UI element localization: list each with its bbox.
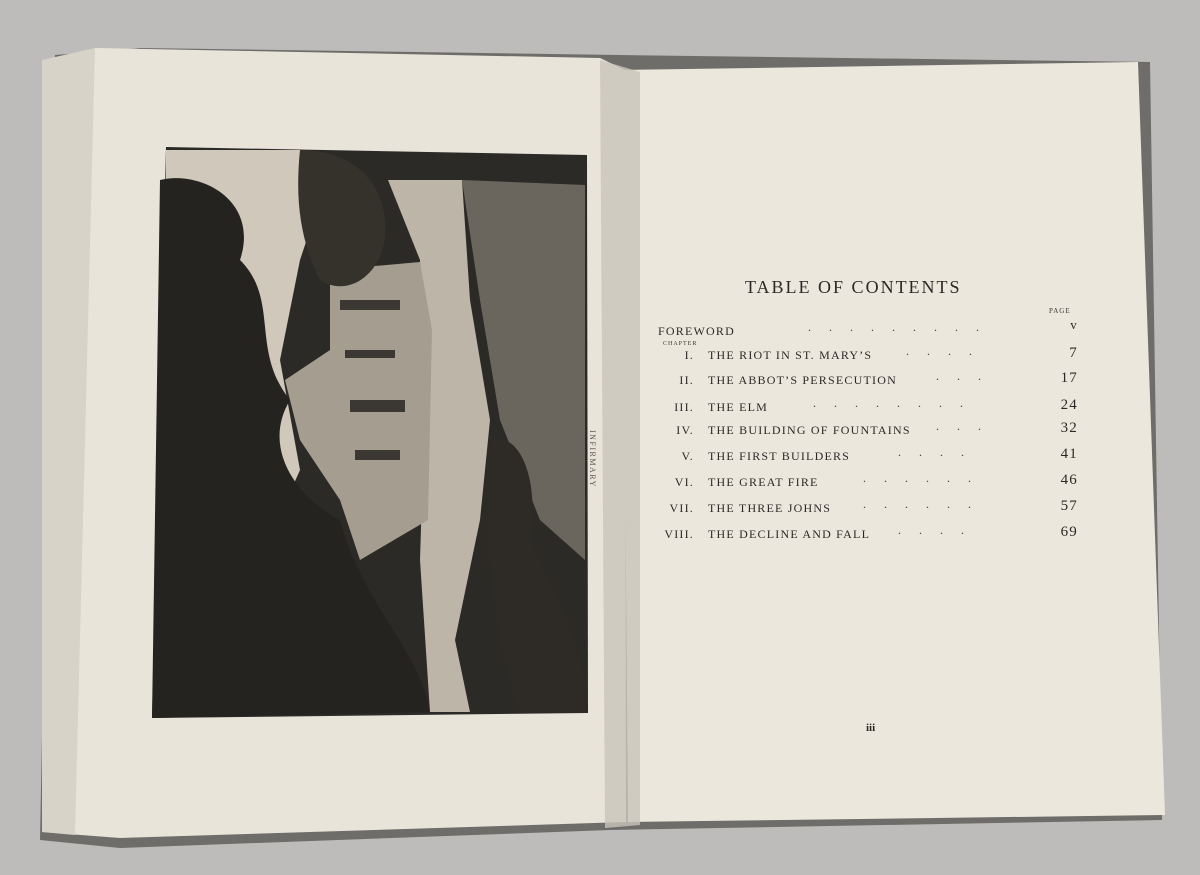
toc-chapter-number: I.	[684, 348, 694, 362]
toc-chapter-title: THE DECLINE AND FALL	[708, 527, 871, 541]
toc-foreword-row	[658, 317, 1078, 344]
toc-chapter-title: THE ABBOT’S PERSECUTION	[708, 373, 897, 387]
toc-chapter-title: THE RIOT IN ST. MARY’S	[708, 348, 873, 362]
toc-row	[658, 419, 1078, 443]
toc-chapter-title: THE ELM	[708, 400, 769, 414]
toc-chapter-title: THE GREAT FIRE	[708, 475, 819, 489]
toc-leader-dots: ....	[898, 523, 982, 537]
toc-page-number: 7	[1069, 345, 1078, 361]
toc-row	[658, 523, 1078, 547]
toc-chapter-number: IV.	[676, 423, 694, 437]
page-column-heading: PAGE	[1049, 307, 1071, 315]
toc-chapter-number: VIII.	[664, 527, 694, 541]
gutter-shadow	[600, 60, 640, 828]
toc-row	[658, 471, 1078, 495]
toc-leader-dots: ........	[813, 396, 981, 410]
toc-chapter-title: THE BUILDING OF FOUNTAINS	[708, 423, 911, 437]
toc-chapter-title: THE THREE JOHNS	[708, 501, 832, 515]
toc-page-number: 41	[1060, 446, 1078, 462]
toc-row	[658, 396, 1078, 420]
toc-chapter-title: THE FIRST BUILDERS	[708, 449, 851, 463]
toc-chapter-number: VI.	[674, 475, 694, 489]
toc-page-number: 69	[1060, 524, 1078, 540]
toc-foreword-page: v	[1070, 317, 1078, 332]
toc-leader-dots: ......	[863, 471, 989, 485]
toc-chapter-number: VII.	[669, 501, 694, 515]
chapter-column-heading: CHAPTER	[663, 341, 698, 347]
toc-row	[658, 369, 1078, 393]
page-folio: iii	[866, 722, 876, 734]
toc-chapter-number: III.	[674, 400, 694, 414]
toc-foreword-label: FOREWORD	[658, 324, 735, 338]
toc-page-number: 32	[1060, 420, 1078, 436]
toc-page-number: 24	[1060, 397, 1078, 413]
toc-chapter-number: V.	[681, 449, 694, 463]
toc-chapter-number: II.	[679, 373, 694, 387]
photo-caption: INFIRMARY	[588, 430, 597, 488]
toc-leader-dots: .........	[808, 320, 997, 334]
toc-leader-dots: ...	[936, 369, 999, 383]
toc-title: TABLE OF CONTENTS	[745, 277, 962, 297]
toc-page-number: 46	[1060, 472, 1078, 488]
toc-row	[658, 445, 1078, 469]
infirmary-photograph	[152, 147, 588, 718]
toc-leader-dots: ......	[863, 497, 989, 511]
toc-page-number: 17	[1060, 370, 1078, 386]
toc-leader-dots: ....	[898, 445, 982, 459]
toc-leader-dots: ....	[906, 344, 990, 358]
toc-leader-dots: ...	[936, 419, 999, 433]
toc-row	[658, 497, 1078, 521]
toc-page-number: 57	[1060, 498, 1078, 514]
